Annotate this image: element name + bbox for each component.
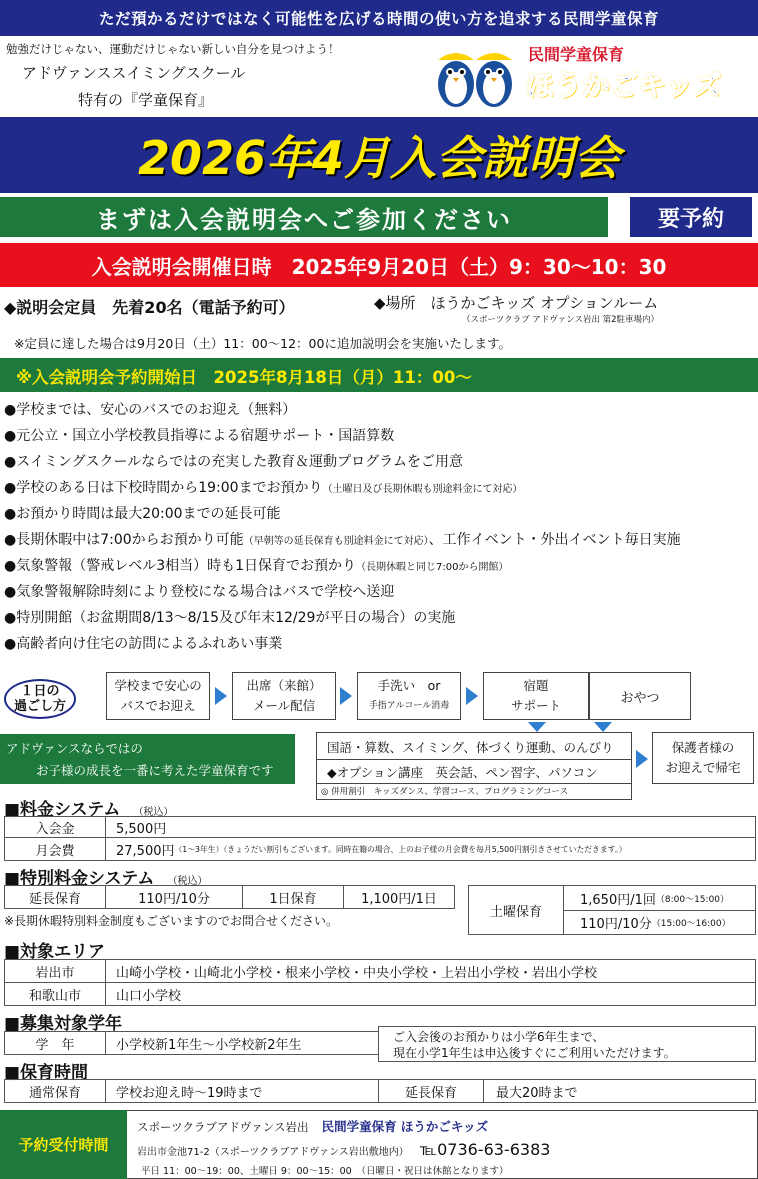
area-title: ■対象エリア bbox=[4, 942, 106, 962]
fee-value-entry: 5,500円 bbox=[105, 816, 756, 838]
grade-label: 学 年 bbox=[4, 1031, 106, 1055]
event-datetime: 入会説明会開催日時 2025年9月20日（土）9：30～10：30 bbox=[91, 254, 667, 279]
logo-small-text: 民間学童保育 bbox=[528, 45, 625, 64]
main-title: 2026年4月入会説明会 bbox=[137, 131, 621, 185]
arrow-down-icon bbox=[594, 722, 612, 732]
feature-item: ●学校までは、安心のバスでのお迎え（無料） bbox=[4, 402, 297, 418]
penguin-mascots-icon bbox=[430, 44, 520, 110]
day-care-value: 1,100円/1日 bbox=[343, 885, 455, 909]
feature-item: ●特別開館（お盆期間8/13～8/15及び年末12/29が平日の場合）の実施 bbox=[4, 610, 456, 626]
pickup-box: 保護者様の お迎えで帰宅 bbox=[652, 732, 754, 784]
grade-title: ■募集対象学年 bbox=[4, 1014, 123, 1034]
hours-normal-label: 通常保育 bbox=[4, 1079, 106, 1103]
arrow-right-icon bbox=[215, 687, 227, 705]
schedule-step-homework: 宿題 サポート bbox=[483, 672, 589, 720]
saturday-rate-2: 110円/10分 （15:00～16:00） bbox=[563, 910, 756, 935]
ext-care-label: 延長保育 bbox=[4, 885, 106, 909]
special-fees-note: ※長期休暇特別料金制度もございますのでお問合せください。 bbox=[4, 914, 339, 928]
footer-info bbox=[127, 1110, 758, 1179]
footer-label: 予約受付時間 bbox=[0, 1110, 127, 1179]
feature-item: ●長期休暇中は7:00からお預かり可能（早朝等の延長保育も別途料金にて対応）、工作イベント・外出イベント毎日実施 bbox=[4, 532, 681, 548]
feature-item: ●スイミングスクールならではの充実した教育＆運動プログラムをご用意 bbox=[4, 454, 463, 470]
intro-line1: 勉強だけじゃない、運動だけじゃない新しい自分を見つけよう！ bbox=[6, 42, 340, 56]
reservation-start-banner bbox=[0, 358, 758, 392]
main-title-banner bbox=[0, 117, 758, 193]
capacity: ◆説明会定員 先着20名（電話予約可） bbox=[4, 298, 295, 317]
hours-ext-value: 最大20時まで bbox=[483, 1079, 756, 1103]
schedule-label: １日の 過ごし方 bbox=[4, 679, 76, 719]
logo-big-text: ほうかごキッズ bbox=[526, 69, 722, 102]
place: ◆場所 ほうかごキッズ オプションルーム bbox=[374, 294, 659, 312]
activities-box: 国語・算数、スイミング、体づくり運動、のんびり ◆オプション講座 英会話、ペン習字、パソコン bbox=[316, 732, 632, 784]
intro-line2: アドヴァンススイミングスクール bbox=[22, 64, 246, 82]
area-city-iwade: 岩出市 bbox=[4, 959, 106, 983]
top-banner bbox=[0, 0, 758, 36]
schedule-step-bus: 学校まで安心の バスでお迎え bbox=[106, 672, 210, 720]
hours-normal-value: 学校お迎え時～19時まで bbox=[105, 1079, 379, 1103]
reservation-badge bbox=[630, 197, 752, 237]
saturday-label: 土曜保育 bbox=[468, 885, 564, 935]
hours-ext-label: 延長保育 bbox=[378, 1079, 484, 1103]
fee-label-entry: 入会金 bbox=[4, 816, 106, 838]
feature-item: ●気象警報解除時刻により登校になる場合はバスで学校へ送迎 bbox=[4, 584, 395, 600]
area-schools-wakayama: 山口小学校 bbox=[105, 982, 756, 1006]
fees-title: ■料金システム （税込） bbox=[4, 800, 174, 820]
place-note: （スポーツクラブ アドヴァンス岩出 第2駐車場内） bbox=[462, 315, 660, 325]
feature-item: ●気象警報（警戒レベル3相当）時も1日保育でお預かり（長期休暇と同じ7:00から開館） bbox=[4, 558, 509, 574]
feature-list bbox=[4, 397, 756, 657]
footer-org: スポーツクラブアドヴァンス岩出 bbox=[137, 1120, 309, 1134]
schedule-step-snack: おやつ bbox=[589, 672, 691, 720]
saturday-rate-1: 1,650円/1回 （8:00～15:00） bbox=[563, 885, 756, 911]
reservation-badge-text: 要予約 bbox=[657, 206, 724, 232]
area-schools-iwade: 山崎小学校・山崎北小学校・根来小学校・中央小学校・上岩出小学校・岩出小学校 bbox=[105, 959, 756, 983]
logo bbox=[430, 40, 752, 112]
area-city-wakayama: 和歌山市 bbox=[4, 982, 106, 1006]
subtitle-banner bbox=[0, 197, 608, 237]
footer-address: 岩出市金池71-2（スポーツクラブアドヴァンス岩出敷地内） bbox=[137, 1147, 409, 1158]
intro-line3: 特有の『学童保育』 bbox=[78, 91, 214, 109]
footer-tel: ℡0736-63-6383 bbox=[419, 1140, 551, 1159]
feature-item: ●お預かり時間は最大20:00までの延長可能 bbox=[4, 506, 281, 522]
schedule-step-attendance: 出席（来館） メール配信 bbox=[232, 672, 336, 720]
footer-name: 民間学童保育 ほうかごキッズ bbox=[321, 1119, 489, 1134]
feature-item: ●学校のある日は下校時間から19:00までお預かり（土曜日及び長期休暇も別途料金にて対応） bbox=[4, 480, 523, 496]
top-banner-text: ただ預かるだけではなく可能性を広げる時間の使い方を追求する民間学童保育 bbox=[98, 10, 659, 28]
ext-care-value: 110円/10分 bbox=[105, 885, 243, 909]
hours-title: ■保育時間 bbox=[4, 1063, 89, 1083]
arrow-right-icon bbox=[340, 687, 352, 705]
event-datetime-banner bbox=[0, 243, 758, 287]
special-fees-title: ■特別料金システム （税込） bbox=[4, 869, 208, 889]
footer-hours: 平日 11：00～19：00、土曜日 9：00～15：00 （日曜日・祝日は休館となります） bbox=[141, 1166, 509, 1177]
subtitle: まずは入会説明会へご参加ください bbox=[96, 205, 512, 234]
feature-item: ●高齢者向け住宅の訪問によるふれあい事業 bbox=[4, 636, 283, 652]
fee-label-monthly: 月会費 bbox=[4, 837, 106, 861]
feature-item: ●元公立・国立小学校教員指導による宿題サポート・国語算数 bbox=[4, 428, 395, 444]
reservation-start: ※入会説明会予約開始日 2025年8月18日（月）11：00～ bbox=[16, 368, 472, 387]
discount-box: ◎ 併用割引 キッズダンス、学習コース、プログラミングコース bbox=[316, 784, 632, 800]
extra-session: ※定員に達した場合は9月20日（土）11：00～12：00に追加説明会を実施いたします。 bbox=[14, 336, 511, 351]
day-care-label: 1日保育 bbox=[242, 885, 344, 909]
arrow-down-icon bbox=[528, 722, 546, 732]
arrow-right-icon bbox=[636, 750, 648, 768]
schedule-step-handwash: 手洗い or 手指アルコール消毒 bbox=[357, 672, 461, 720]
grade-note: ご入会後のお預かりは小学6年生まで、 現在小学1年生は申込後すぐにご利用いただけます。 bbox=[378, 1026, 756, 1062]
advance-green-box: アドヴァンスならではの お子様の成長を一番に考えた学童保育です bbox=[0, 734, 295, 784]
fee-value-monthly: 27,500円 （1～3年生）（きょうだい割引もございます。同時在籍の場合、上のお子様の月会費を毎月5,500円割引きさせていただきます。） bbox=[105, 837, 756, 861]
arrow-right-icon bbox=[466, 687, 478, 705]
grade-value: 小学校新1年生～小学校新2年生 bbox=[105, 1031, 379, 1055]
